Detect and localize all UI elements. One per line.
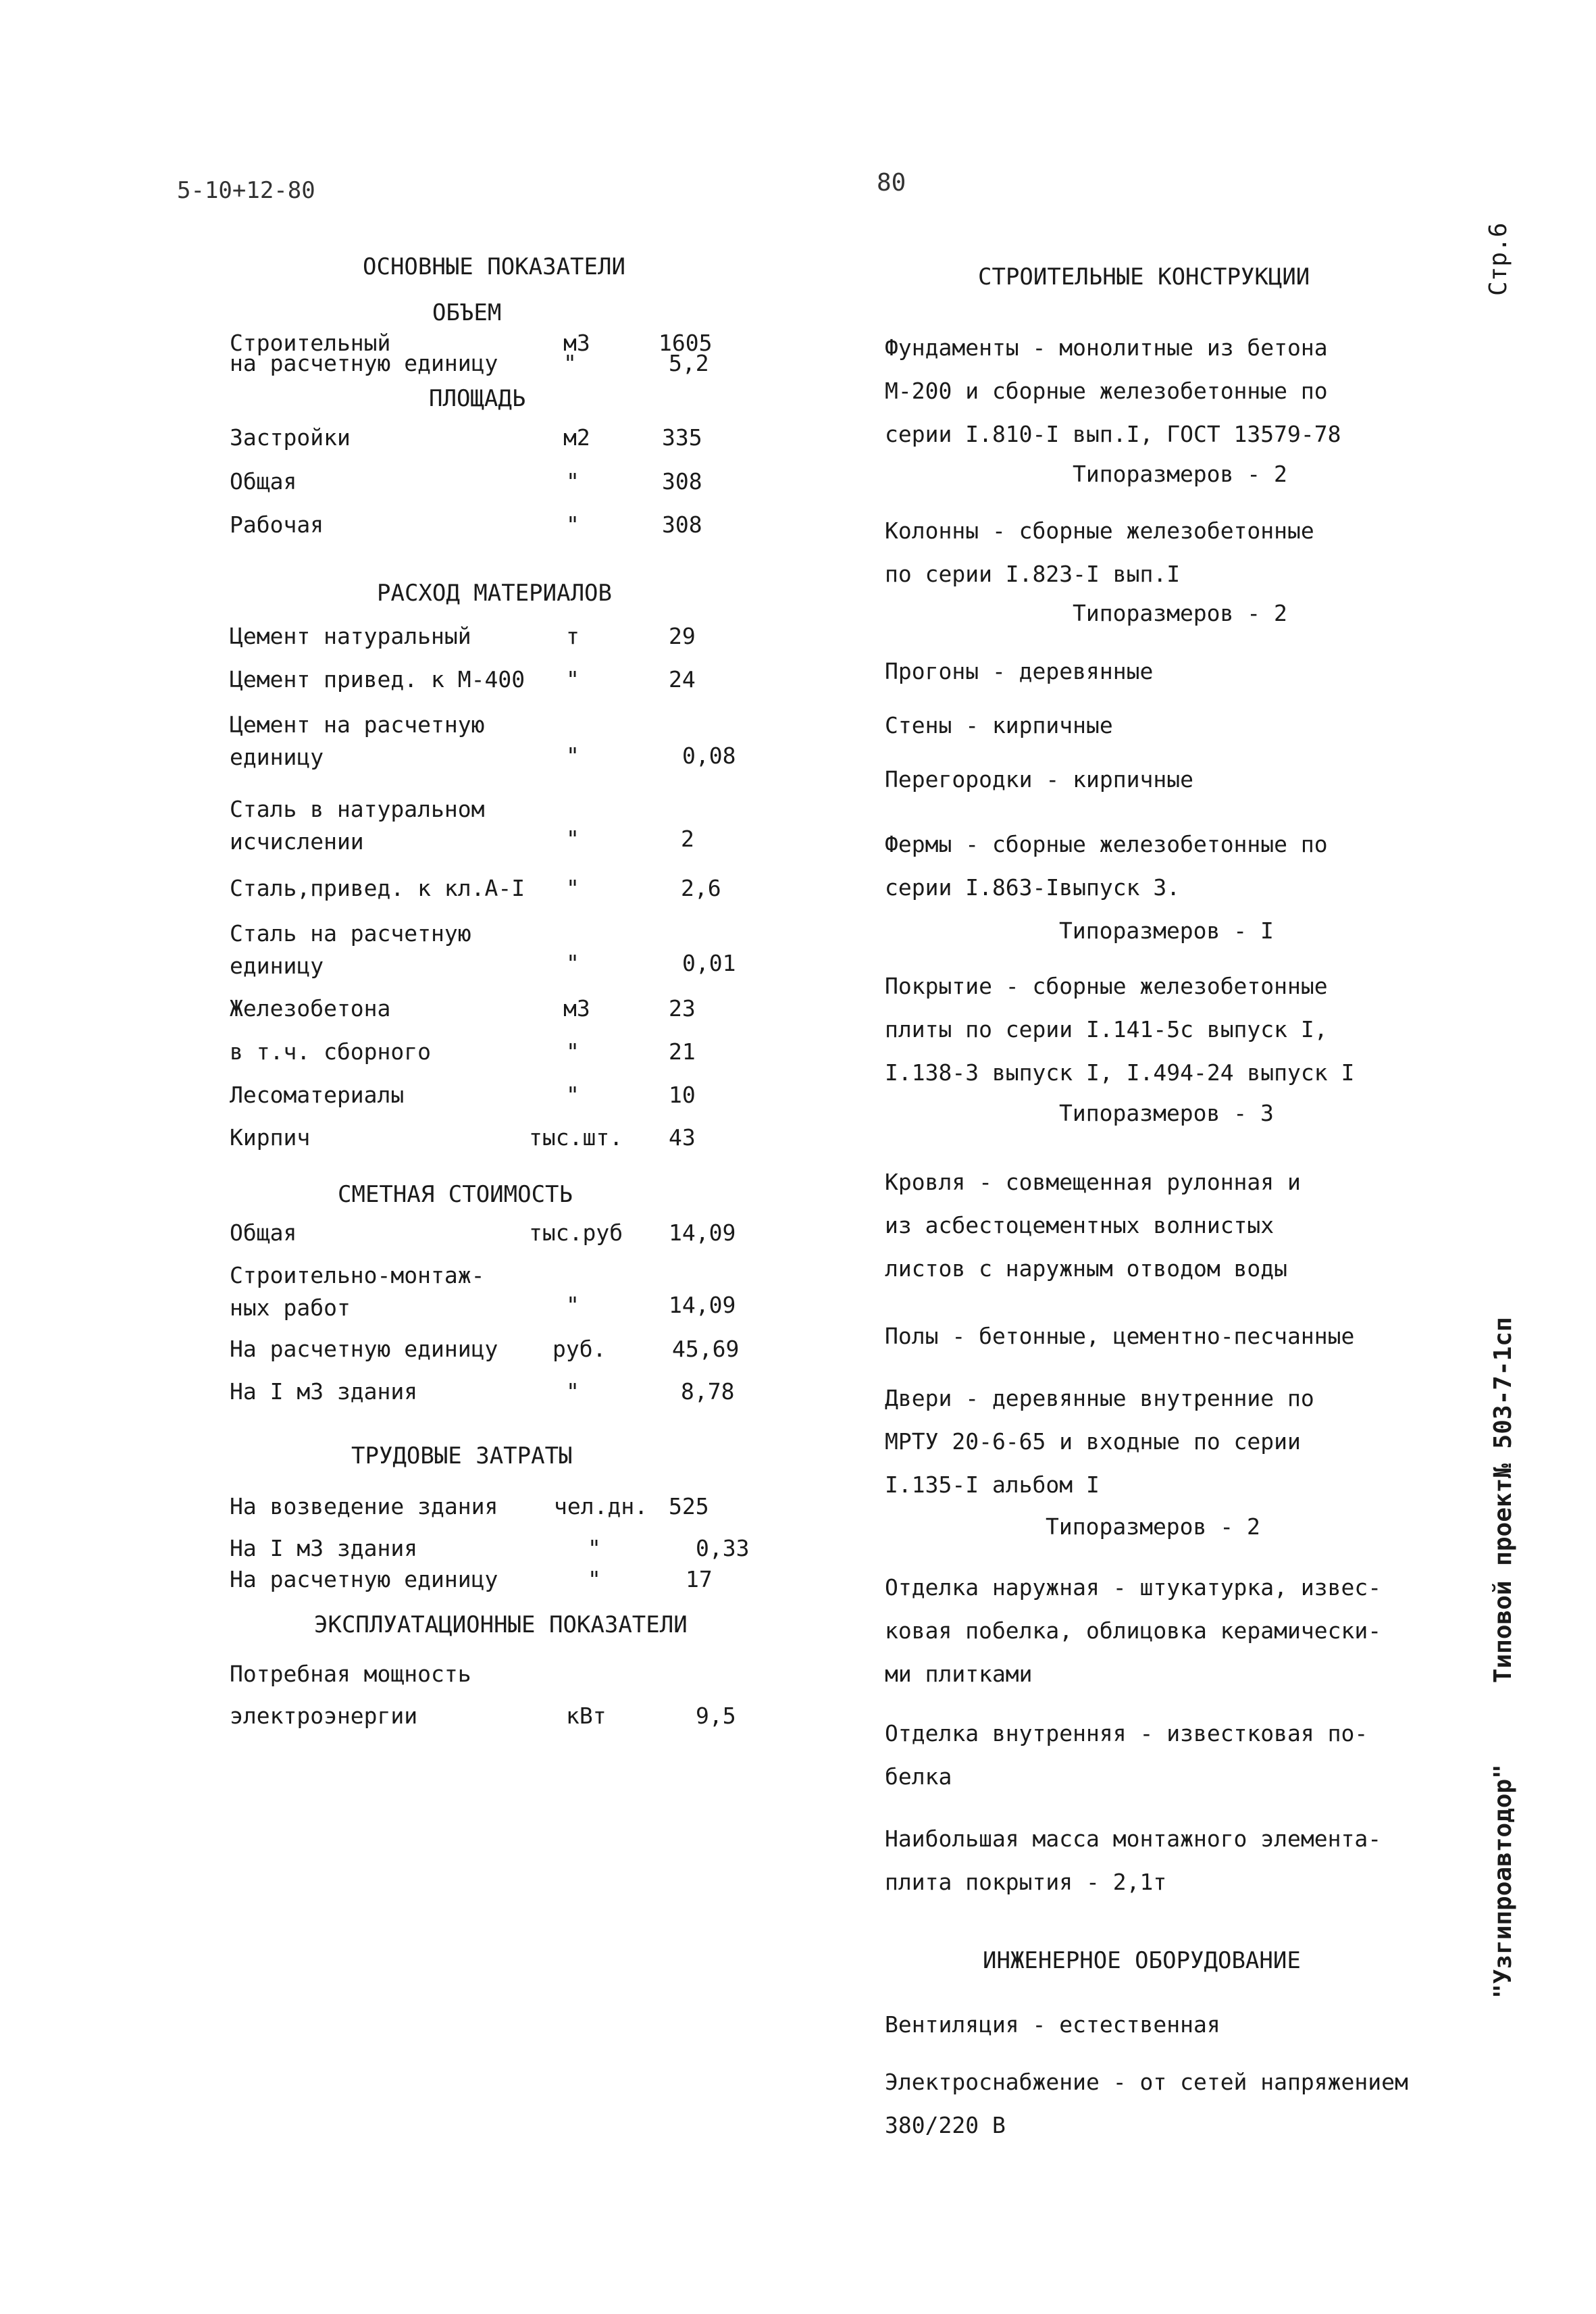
text-line: серии I.810-I вып.I, ГОСТ 13579-78 bbox=[885, 421, 1341, 447]
row-value: 308 bbox=[662, 468, 702, 495]
text-line: по серии I.823-I вып.I bbox=[885, 561, 1181, 587]
trusses-text bbox=[885, 823, 1328, 909]
text-line: Электроснабжение - от сетей напряжением bbox=[885, 2069, 1408, 2095]
table-row bbox=[230, 1535, 770, 1562]
table-row bbox=[230, 1566, 770, 1593]
materials-title: РАСХОД МАТЕРИАЛОВ bbox=[377, 580, 612, 607]
table-row bbox=[230, 468, 770, 498]
text-line: плита покрытия - 2,1т bbox=[885, 1869, 1167, 1895]
walls-text: Стены - кирпичные bbox=[885, 712, 1113, 738]
row-name-cont: ных работ bbox=[230, 1294, 351, 1321]
text-line: Покрытие - сборные железобетонные bbox=[885, 973, 1328, 999]
row-value: 17 bbox=[686, 1566, 713, 1592]
row-value: 10 bbox=[669, 1082, 696, 1108]
text-line: из асбестоцементных волнистых bbox=[885, 1212, 1275, 1238]
table-row bbox=[230, 1124, 770, 1154]
row-name: Строительно-монтаж- bbox=[230, 1262, 485, 1288]
heaviest-element-text bbox=[885, 1817, 1381, 1904]
row-unit: м3 bbox=[563, 995, 590, 1022]
row-unit: " bbox=[566, 1292, 580, 1318]
text-line: ми плитками bbox=[885, 1661, 1033, 1687]
row-name: Сталь,привед. к кл.А-I bbox=[230, 875, 525, 901]
table-row bbox=[230, 1262, 770, 1327]
doors-text bbox=[885, 1377, 1314, 1507]
row-name: На расчетную единицу bbox=[230, 1566, 498, 1592]
row-name: Сталь в натуральном bbox=[230, 796, 485, 822]
table-row bbox=[230, 1493, 770, 1523]
row-unit: " bbox=[566, 875, 580, 901]
title-block bbox=[1489, 1317, 1517, 1998]
table-row bbox=[230, 424, 770, 454]
text-line: Фермы - сборные железобетонные по bbox=[885, 831, 1328, 857]
row-name: Потребная мощность bbox=[230, 1661, 471, 1687]
columns-types: Типоразмеров - 2 bbox=[1073, 600, 1287, 626]
row-name: Железобетона bbox=[230, 995, 391, 1022]
row-name: На I м3 здания bbox=[230, 1378, 418, 1405]
row-value: 21 bbox=[669, 1038, 696, 1065]
table-row bbox=[230, 1336, 770, 1365]
volume-title: ОБЪЕМ bbox=[432, 299, 502, 326]
table-row bbox=[230, 796, 770, 861]
row-unit: м2 bbox=[563, 424, 590, 451]
table-row bbox=[230, 1378, 770, 1408]
row-unit: " bbox=[588, 1566, 601, 1592]
row-name: На возведение здания bbox=[230, 1493, 498, 1519]
row-value: 23 bbox=[669, 995, 696, 1022]
row-value: 1605 bbox=[659, 330, 713, 356]
row-name-cont: электроэнергии bbox=[230, 1703, 418, 1729]
row-value: 14,09 bbox=[669, 1292, 736, 1318]
row-name: в т.ч. сборного bbox=[230, 1038, 432, 1065]
finish-out-text bbox=[885, 1566, 1381, 1696]
text-line: ковая побелка, облицовка керамически- bbox=[885, 1617, 1382, 1644]
row-value: 43 bbox=[669, 1124, 696, 1151]
text-line: I.138-3 выпуск I, I.494-24 выпуск I bbox=[885, 1059, 1355, 1086]
row-unit: " bbox=[566, 468, 580, 495]
row-unit: " bbox=[566, 511, 580, 538]
row-value: 0,08 bbox=[682, 743, 736, 769]
text-line: Двери - деревянные внутренние по bbox=[885, 1385, 1314, 1411]
covering-types: Типоразмеров - 3 bbox=[1059, 1100, 1274, 1126]
row-name: На расчетную единицу bbox=[230, 1336, 498, 1362]
text-line: Отделка наружная - штукатурка, извес- bbox=[885, 1574, 1382, 1601]
table-row bbox=[230, 1661, 770, 1742]
text-line: 380/220 В bbox=[885, 2112, 1006, 2138]
table-row bbox=[230, 1082, 770, 1111]
text-line: Кровля - совмещенная рулонная и bbox=[885, 1169, 1301, 1195]
row-name-cont: единицу bbox=[230, 953, 324, 979]
operation-title: ЭКСПЛУАТАЦИОННЫЕ ПОКАЗАТЕЛИ bbox=[314, 1611, 688, 1638]
row-unit: чел.дн. bbox=[554, 1493, 648, 1519]
trusses-types: Типоразмеров - I bbox=[1059, 917, 1274, 944]
text-line: I.135-I альбом I bbox=[885, 1472, 1100, 1498]
row-unit: " bbox=[566, 950, 580, 976]
text-line: листов с наружным отводом воды bbox=[885, 1255, 1288, 1282]
row-value: 29 bbox=[669, 623, 696, 649]
row-name: Рабочая bbox=[230, 511, 324, 538]
row-value: 8,78 bbox=[681, 1378, 735, 1405]
row-name: Кирпич bbox=[230, 1124, 311, 1151]
table-row bbox=[230, 875, 770, 905]
sheet-label: Стр.6 bbox=[1485, 222, 1512, 296]
engineering-title: ИНЖЕНЕРНОЕ ОБОРУДОВАНИЕ bbox=[983, 1947, 1301, 1974]
table-row bbox=[230, 920, 770, 985]
columns-text bbox=[885, 509, 1314, 596]
floors-text: Полы - бетонные, цементно-песчанные bbox=[885, 1323, 1355, 1349]
row-unit: " bbox=[566, 1378, 580, 1405]
ventilation-text: Вентиляция - естественная bbox=[885, 2011, 1220, 2038]
org-name: "Узгипроавтодор" bbox=[1489, 1764, 1517, 1998]
roof-text bbox=[885, 1161, 1301, 1290]
row-name: на расчетную единицу bbox=[230, 350, 498, 376]
row-name: Строительный bbox=[230, 330, 391, 356]
row-name-cont: исчислении bbox=[230, 828, 364, 855]
row-name: Застройки bbox=[230, 424, 351, 451]
text-line: Отделка внутренняя - известковая по- bbox=[885, 1720, 1368, 1746]
project-name: Типовой проект№ 503-7-1сп bbox=[1489, 1317, 1517, 1684]
text-line: белка bbox=[885, 1763, 952, 1790]
row-value: 45,69 bbox=[672, 1336, 740, 1362]
row-unit: " bbox=[566, 1082, 580, 1108]
row-unit: " bbox=[566, 743, 580, 769]
power-supply-text bbox=[885, 2061, 1408, 2147]
row-unit: " bbox=[566, 1038, 580, 1065]
row-name: Общая bbox=[230, 468, 297, 495]
row-unit: м3 bbox=[563, 330, 590, 356]
text-line: М-200 и сборные железобетонные по bbox=[885, 378, 1328, 404]
doors-types: Типоразмеров - 2 bbox=[1046, 1513, 1260, 1540]
labor-title: ТРУДОВЫЕ ЗАТРАТЫ bbox=[351, 1442, 573, 1469]
table-row bbox=[230, 1038, 770, 1068]
row-unit: тыс.шт. bbox=[529, 1124, 623, 1151]
table-row bbox=[230, 511, 770, 541]
document-code: 5-10+12-80 bbox=[177, 177, 315, 204]
structures-title: СТРОИТЕЛЬНЫЕ КОНСТРУКЦИИ bbox=[978, 263, 1310, 291]
text-line: Фундаменты - монолитные из бетона bbox=[885, 334, 1328, 361]
foundation-types: Типоразмеров - 2 bbox=[1073, 461, 1287, 487]
row-value: 525 bbox=[669, 1493, 709, 1519]
row-unit: тыс.руб bbox=[529, 1219, 623, 1246]
row-name: Лесоматериалы bbox=[230, 1082, 405, 1108]
row-name-cont: единицу bbox=[230, 744, 324, 770]
area-title: ПЛОЩАДЬ bbox=[429, 385, 526, 412]
text-line: серии I.863-Iвыпуск 3. bbox=[885, 874, 1181, 901]
row-unit: руб. bbox=[552, 1336, 607, 1362]
text-line: Колонны - сборные железобетонные bbox=[885, 518, 1314, 544]
main-indicators-title: ОСНОВНЫЕ ПОКАЗАТЕЛИ bbox=[363, 253, 625, 280]
cost-title: СМЕТНАЯ СТОИМОСТЬ bbox=[338, 1181, 573, 1208]
table-row bbox=[230, 1219, 770, 1249]
row-name: Цемент на расчетную bbox=[230, 711, 485, 738]
text-line: плиты по серии I.141-5с выпуск I, bbox=[885, 1016, 1328, 1042]
row-value: 14,09 bbox=[669, 1219, 736, 1246]
row-value: 0,33 bbox=[696, 1535, 750, 1561]
row-unit: т bbox=[566, 623, 580, 649]
table-row bbox=[230, 623, 770, 653]
row-value: 308 bbox=[662, 511, 702, 538]
page-number: 80 bbox=[877, 169, 906, 197]
table-row bbox=[230, 666, 770, 696]
row-name: Цемент привед. к М-400 bbox=[230, 666, 525, 693]
finish-in-text bbox=[885, 1712, 1368, 1799]
text-line: Наибольшая масса монтажного элемента- bbox=[885, 1826, 1382, 1852]
row-unit: " bbox=[588, 1535, 601, 1561]
row-unit: " bbox=[566, 666, 580, 693]
partitions-text: Перегородки - кирпичные bbox=[885, 766, 1193, 793]
table-row bbox=[230, 711, 770, 776]
row-unit: " bbox=[566, 826, 580, 852]
row-name: На I м3 здания bbox=[230, 1535, 418, 1561]
row-value: 335 bbox=[662, 424, 702, 451]
row-unit: " bbox=[563, 350, 577, 376]
row-value: 2 bbox=[681, 826, 694, 852]
text-line: МРТУ 20-6-65 и входные по серии bbox=[885, 1428, 1301, 1455]
row-unit: кВт bbox=[566, 1703, 607, 1729]
purlins-text: Прогоны - деревянные bbox=[885, 658, 1154, 684]
row-value: 24 bbox=[669, 666, 696, 693]
row-name: Сталь на расчетную bbox=[230, 920, 471, 947]
foundation-text bbox=[885, 326, 1341, 456]
table-row bbox=[230, 350, 770, 377]
row-name: Общая bbox=[230, 1219, 297, 1246]
row-value: 5,2 bbox=[669, 350, 709, 376]
row-value: 2,6 bbox=[681, 875, 721, 901]
row-name: Цемент натуральный bbox=[230, 623, 471, 649]
table-row bbox=[230, 995, 770, 1025]
row-value: 9,5 bbox=[696, 1703, 736, 1729]
row-value: 0,01 bbox=[682, 950, 736, 976]
covering-text bbox=[885, 965, 1354, 1095]
